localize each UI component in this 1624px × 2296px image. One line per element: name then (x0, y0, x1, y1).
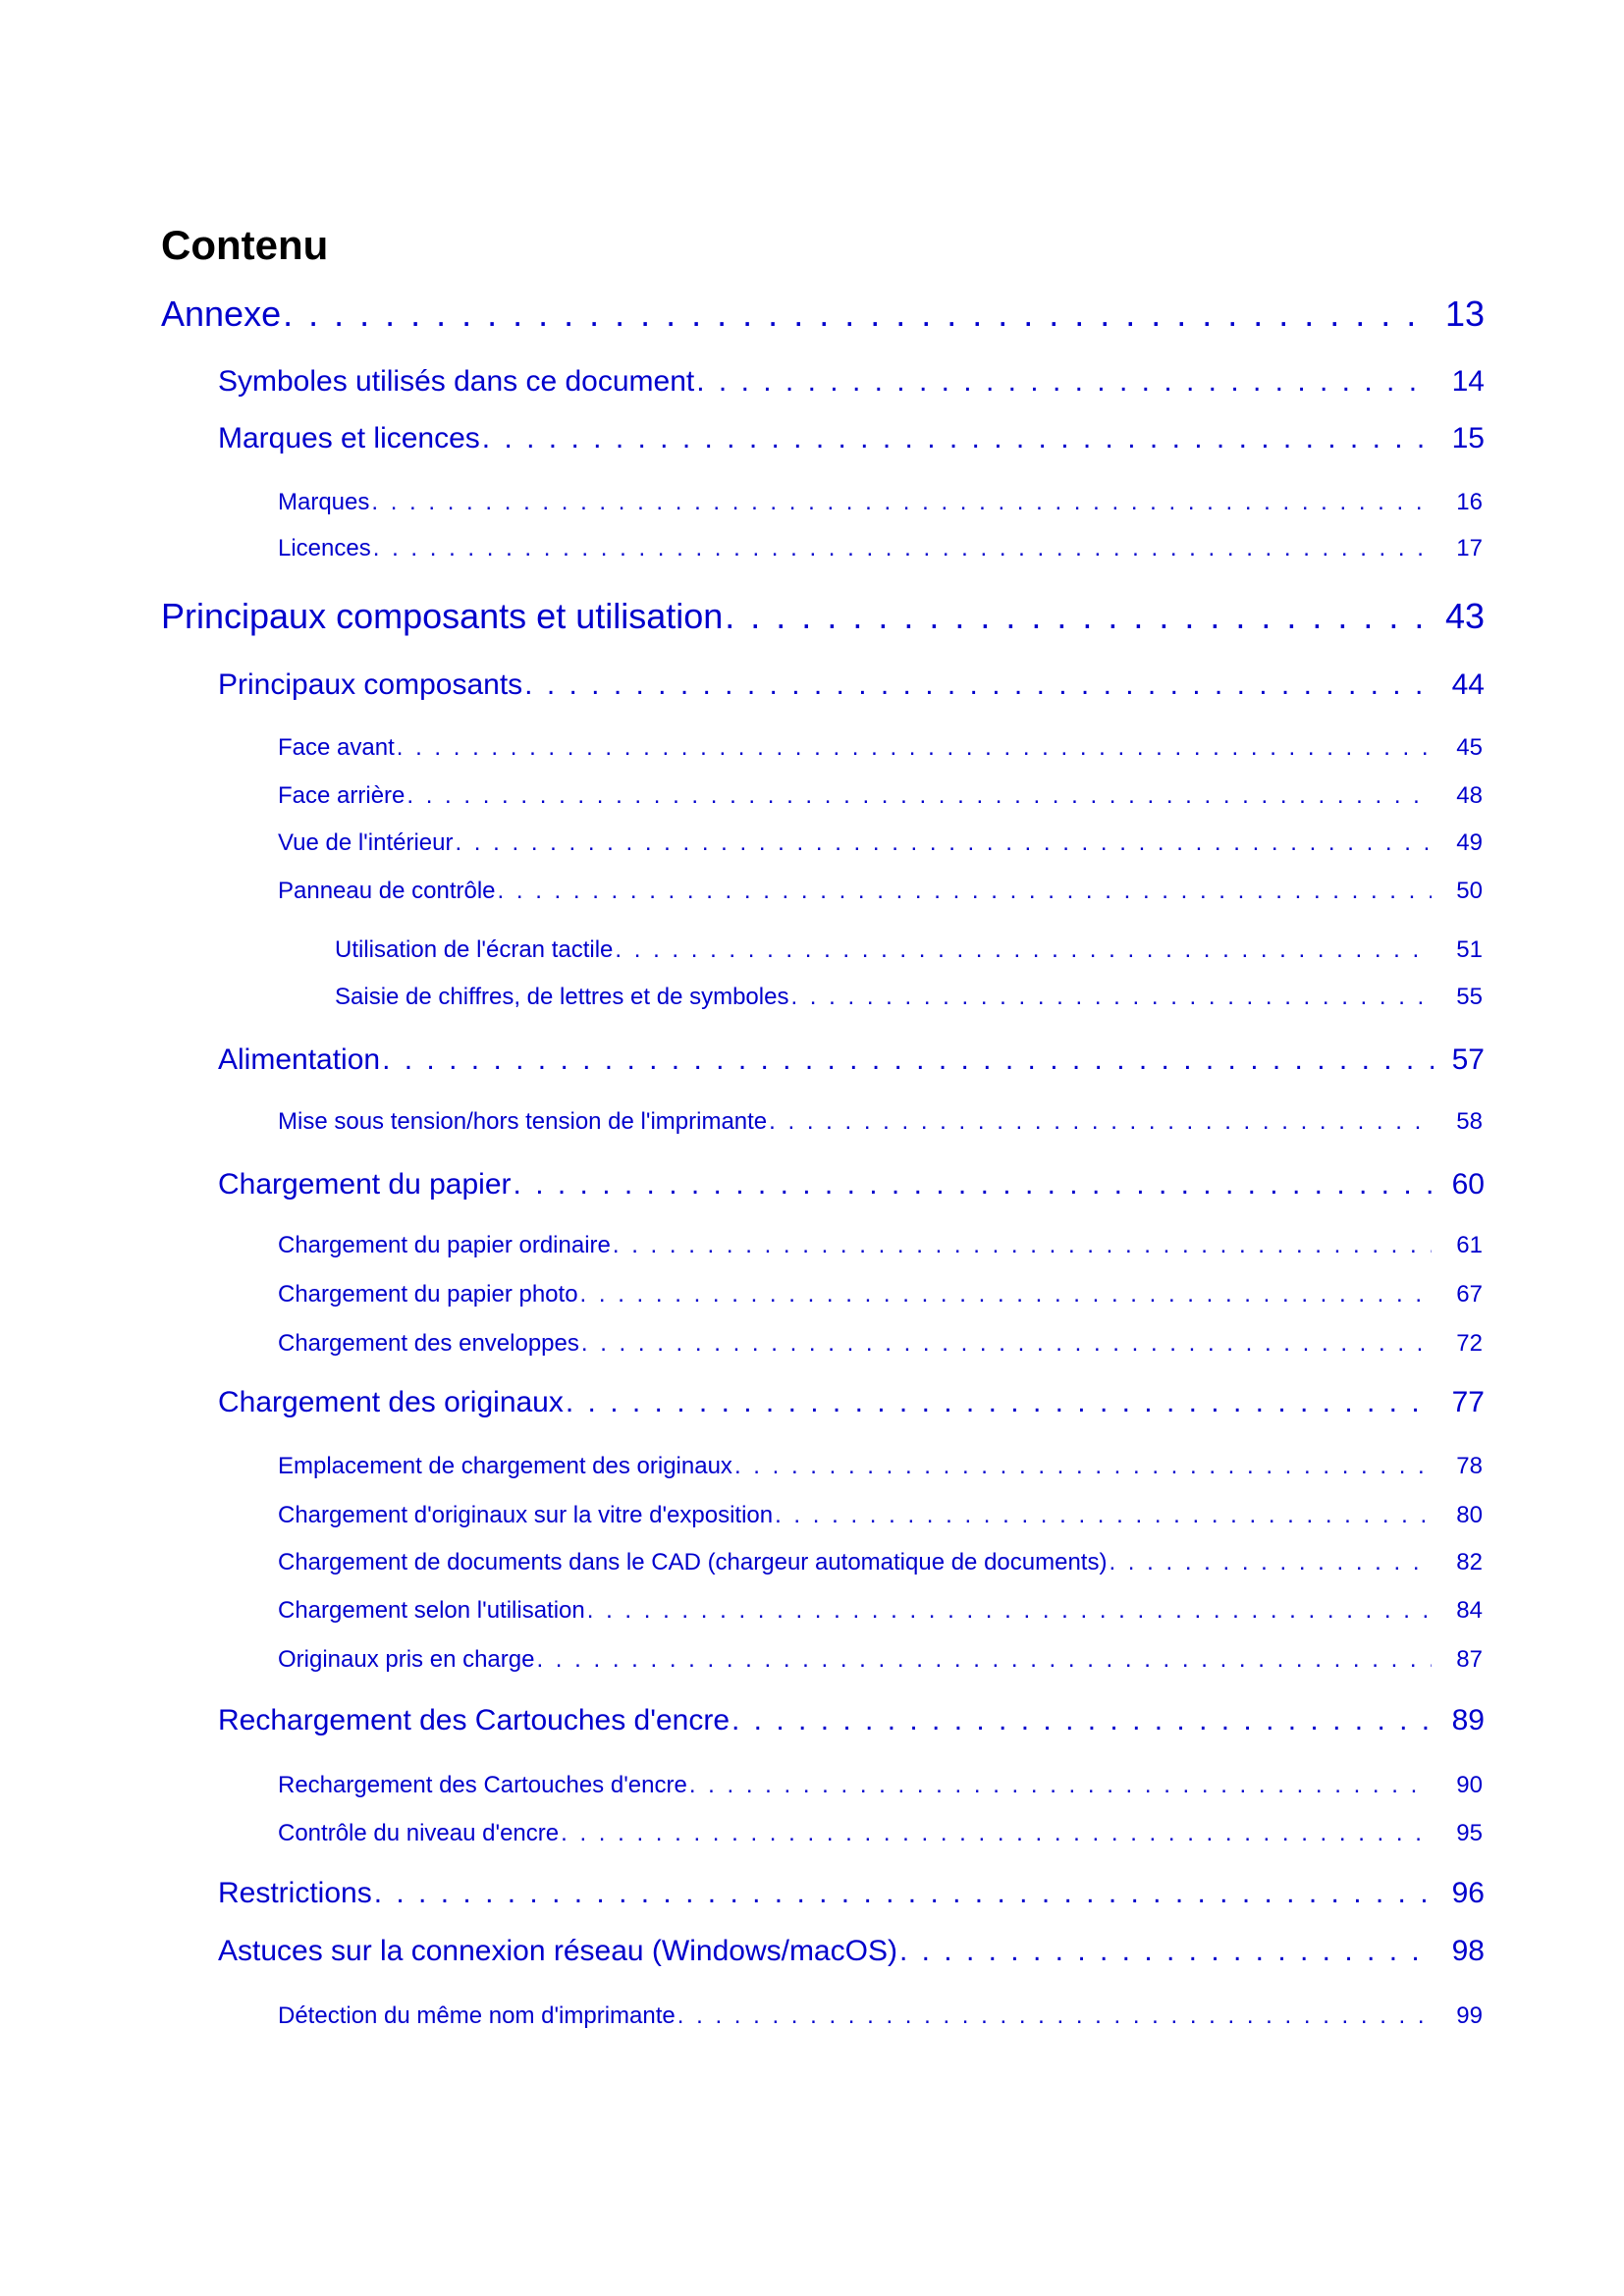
toc-entry-chargement-cad[interactable] (278, 1548, 1483, 1577)
toc-entry-detection-meme-nom[interactable] (278, 2002, 1483, 2031)
toc-entry-licences[interactable] (278, 534, 1483, 563)
toc-dot-leader (561, 1819, 1432, 1848)
toc-entry-label: Astuces sur la connexion réseau (Windows/macOS) (218, 1935, 897, 1967)
toc-entry-restrictions[interactable] (218, 1875, 1485, 1912)
toc-page-number: 82 (1456, 1549, 1483, 1575)
toc-entry-label: Rechargement des Cartouches d'encre (278, 1772, 687, 1798)
toc-dot-leader (734, 1452, 1432, 1481)
toc-dot-leader (587, 1596, 1432, 1626)
toc-entry-label: Chargement selon l'utilisation (278, 1597, 585, 1624)
toc-page-number: 80 (1456, 1502, 1483, 1528)
toc-entry-label: Marques et licences (218, 422, 480, 454)
toc-dot-leader (613, 1231, 1432, 1260)
toc-entry-label: Face arrière (278, 782, 406, 809)
toc-entry-label: Chargement de documents dans le CAD (chargeur automatique de documents) (278, 1549, 1108, 1575)
toc-entry-label: Chargement du papier ordinaire (278, 1232, 611, 1258)
toc-entry-label: Saisie de chiffres, de lettres et de symboles (335, 984, 789, 1010)
toc-entry-saisie-chiffres[interactable] (335, 983, 1483, 1012)
toc-dot-leader (615, 935, 1432, 965)
toc-entry-label: Vue de l'intérieur (278, 829, 454, 856)
toc-dot-leader (514, 1166, 1434, 1203)
toc-entry-astuces-connexion-reseau[interactable] (218, 1933, 1485, 1970)
toc-entry-label: Utilisation de l'écran tactile (335, 936, 614, 963)
toc-page-number: 14 (1451, 365, 1485, 398)
toc-page-number: 58 (1456, 1108, 1483, 1135)
toc-dot-leader (524, 667, 1434, 704)
toc-dot-leader (482, 420, 1434, 457)
toc-dot-leader (382, 1041, 1434, 1079)
toc-page-number: 95 (1456, 1820, 1483, 1846)
toc-page-number: 90 (1456, 1772, 1483, 1798)
page-title: Contenu (161, 222, 329, 268)
toc-entry-marques-licences[interactable] (218, 420, 1485, 457)
toc-entry-marques[interactable] (278, 488, 1483, 517)
toc-entry-vitre-exposition[interactable] (278, 1501, 1483, 1530)
toc-page-number: 84 (1456, 1597, 1483, 1624)
toc-dot-leader (1109, 1548, 1432, 1577)
toc-dot-leader (790, 983, 1432, 1012)
toc-dot-leader (769, 1107, 1432, 1137)
toc-dot-leader (371, 488, 1432, 517)
toc-entry-mise-sous-tension[interactable] (278, 1107, 1483, 1137)
toc-dot-leader (283, 293, 1434, 336)
toc-dot-leader (498, 877, 1432, 906)
toc-entry-chargement-originaux[interactable] (218, 1384, 1485, 1421)
toc-page-number: 60 (1451, 1168, 1485, 1201)
toc-page-number: 48 (1456, 782, 1483, 809)
toc-page-number: 72 (1456, 1330, 1483, 1357)
toc-entry-panneau-controle[interactable] (278, 877, 1483, 906)
toc-dot-leader (406, 781, 1432, 811)
toc-entry-label: Mise sous tension/hors tension de l'imprimante (278, 1108, 768, 1135)
toc-entry-label: Restrictions (218, 1877, 372, 1909)
toc-entry-symboles[interactable] (218, 363, 1485, 400)
toc-page-number: 49 (1456, 829, 1483, 856)
toc-entry-label: Emplacement de chargement des originaux (278, 1453, 732, 1479)
toc-dot-leader (397, 733, 1432, 763)
toc-page-number: 13 (1444, 294, 1485, 334)
toc-page-number: 44 (1451, 668, 1485, 701)
toc-dot-leader (566, 1384, 1434, 1421)
toc-entry-papier-photo[interactable] (278, 1280, 1483, 1309)
toc-entry-label: Chargement d'originaux sur la vitre d'exposition (278, 1502, 774, 1528)
toc-page-number: 78 (1456, 1453, 1483, 1479)
toc-entry-rechargement-cartouches-sub[interactable] (278, 1771, 1483, 1800)
toc-page-number: 77 (1451, 1386, 1485, 1418)
toc-entry-vue-interieur[interactable] (278, 828, 1483, 858)
toc-dot-leader (899, 1933, 1434, 1970)
toc-entry-label: Annexe (161, 294, 282, 334)
toc-entry-label: Principaux composants (218, 668, 523, 701)
toc-entry-principaux-composants-utilisation[interactable] (161, 595, 1485, 638)
toc-page-number: 15 (1451, 422, 1485, 454)
toc-entry-label: Symboles utilisés dans ce document (218, 365, 695, 398)
toc-page-number: 98 (1451, 1935, 1485, 1967)
toc-page-number: 87 (1456, 1646, 1483, 1673)
toc-page-number: 45 (1456, 734, 1483, 761)
toc-page-number: 17 (1456, 535, 1483, 561)
toc-entry-controle-niveau-encre[interactable] (278, 1819, 1483, 1848)
toc-entry-label: Alimentation (218, 1043, 381, 1076)
toc-entry-papier-ordinaire[interactable] (278, 1231, 1483, 1260)
toc-dot-leader (455, 828, 1432, 858)
toc-dot-leader (677, 2002, 1432, 2031)
toc-dot-leader (374, 1875, 1434, 1912)
toc-entry-label: Chargement du papier photo (278, 1281, 578, 1308)
toc-page-number: 61 (1456, 1232, 1483, 1258)
toc-page-number: 51 (1456, 936, 1483, 963)
toc-entry-label: Originaux pris en charge (278, 1646, 535, 1673)
toc-page-number: 99 (1456, 2002, 1483, 2029)
toc-dot-leader (536, 1645, 1432, 1675)
toc-dot-leader (581, 1329, 1432, 1359)
toc-dot-leader (731, 1702, 1434, 1739)
toc-entry-label: Principaux composants et utilisation (161, 596, 724, 636)
toc-entry-emplacement-chargement[interactable] (278, 1452, 1483, 1481)
toc-entry-face-arriere[interactable] (278, 781, 1483, 811)
toc-entry-label: Licences (278, 535, 371, 561)
toc-page-number: 55 (1456, 984, 1483, 1010)
toc-entry-label: Détection du même nom d'imprimante (278, 2002, 676, 2029)
toc-entry-annexe[interactable] (161, 293, 1485, 336)
toc-entry-label: Chargement du papier (218, 1168, 512, 1201)
toc-entry-label: Face avant (278, 734, 395, 761)
toc-dot-leader (725, 595, 1434, 638)
toc-page-number: 43 (1444, 596, 1485, 636)
toc-entry-alimentation[interactable] (218, 1041, 1485, 1079)
toc-entry-principaux-composants[interactable] (218, 667, 1485, 704)
toc-entry-chargement-papier[interactable] (218, 1166, 1485, 1203)
toc-entry-originaux-pris-en-charge[interactable] (278, 1645, 1483, 1675)
toc-dot-leader (580, 1280, 1432, 1309)
toc-page-number: 89 (1451, 1704, 1485, 1736)
toc-entry-label: Panneau de contrôle (278, 878, 496, 904)
toc-entry-label: Contrôle du niveau d'encre (278, 1820, 560, 1846)
toc-entry-enveloppes[interactable] (278, 1329, 1483, 1359)
toc-page-number: 96 (1451, 1877, 1485, 1909)
toc-entry-label: Chargement des originaux (218, 1386, 564, 1418)
toc-dot-leader (775, 1501, 1432, 1530)
toc-entry-label: Rechargement des Cartouches d'encre (218, 1704, 731, 1736)
toc-dot-leader (696, 363, 1434, 400)
toc-entry-label: Chargement des enveloppes (278, 1330, 579, 1357)
toc-dot-leader (373, 534, 1432, 563)
toc-entry-ecran-tactile[interactable] (335, 935, 1483, 965)
toc-page-number: 67 (1456, 1281, 1483, 1308)
toc-entry-face-avant[interactable] (278, 733, 1483, 763)
toc-entry-chargement-utilisation[interactable] (278, 1596, 1483, 1626)
toc-page-number: 57 (1451, 1043, 1485, 1076)
toc-page-number: 50 (1456, 878, 1483, 904)
toc-entry-label: Marques (278, 489, 370, 515)
toc-dot-leader (689, 1771, 1432, 1800)
toc-entry-rechargement-cartouches[interactable] (218, 1702, 1485, 1739)
toc-page-number: 16 (1456, 489, 1483, 515)
